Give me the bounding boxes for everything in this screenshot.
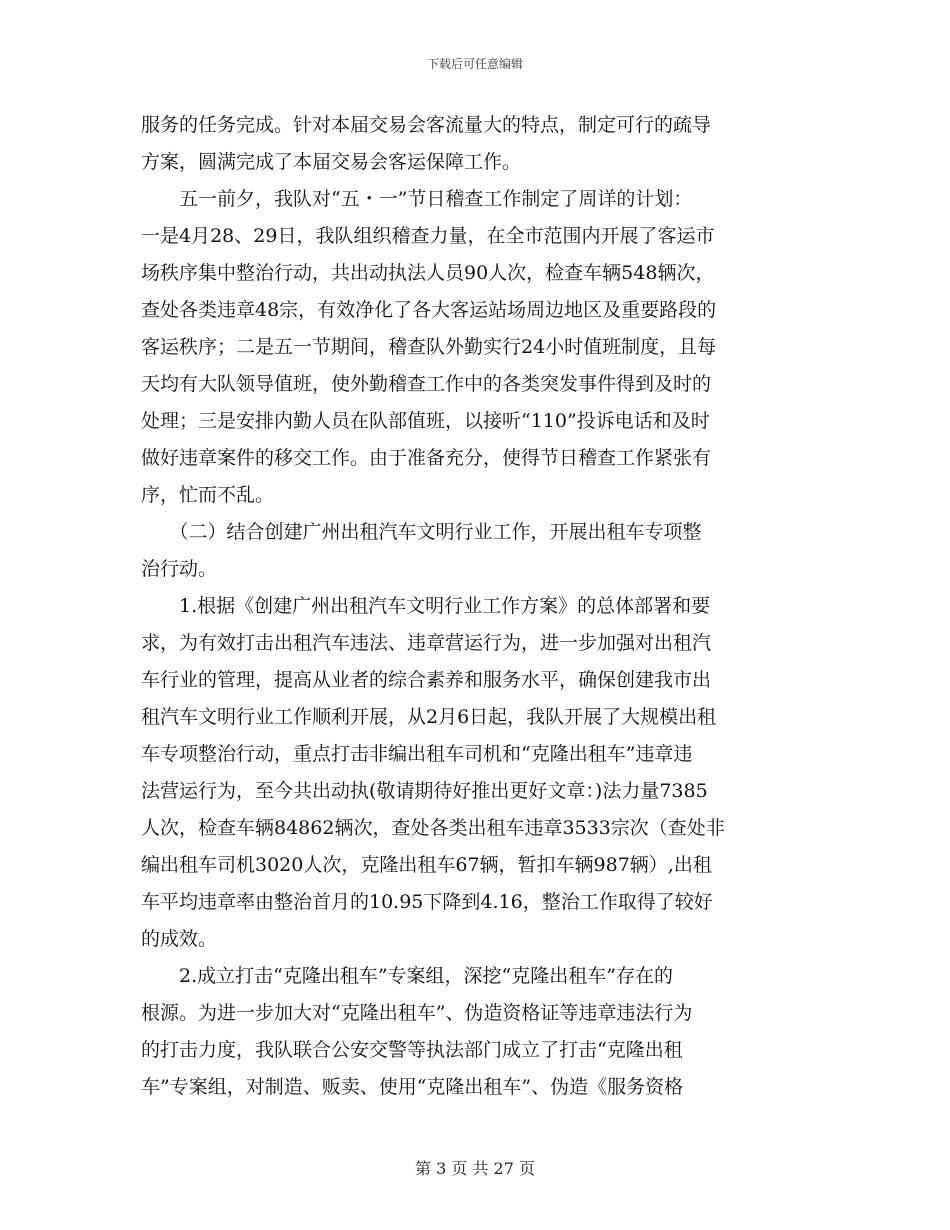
text-line: 序，忙而不乱。 xyxy=(141,484,275,506)
text-line: 天均有大队领导值班，使外勤稽查工作中的各类突发事件得到及时的 xyxy=(141,373,712,395)
text-line: 处理；三是安排内勤人员在队部值班，以接听“110”投诉电话和及时 xyxy=(141,410,710,432)
text-line: 法营运行为，至今共出动执(敬请期待好推出更好文章：)法力量7385 xyxy=(141,780,708,802)
text-line: 编出租车司机3020人次，克隆出租车67辆，暂扣车辆987辆）,出租 xyxy=(141,854,712,876)
text-line: 做好违章案件的移交工作。由于准备充分，使得节日稽查工作紧张有 xyxy=(141,447,712,469)
text-line: 查处各类违章48宗，有效净化了各大客运站场周边地区及重要路段的 xyxy=(141,299,717,321)
text-line: 一是4月28、29日，我队组织稽查力量，在全市范围内开展了客运市 xyxy=(141,225,715,247)
text-line: 方案，圆满完成了本届交易会客运保障工作。 xyxy=(141,151,522,173)
text-line: 车行业的管理，提高从业者的综合素养和服务水平，确保创建我市出 xyxy=(141,669,712,691)
text-line: 2.成立打击“克隆出租车”专案组，深挖“克隆出租车”存在的 xyxy=(141,965,673,987)
text-line: 的成效。 xyxy=(141,928,218,950)
text-line: 客运秩序；二是五一节期间，稽查队外勤实行24小时值班制度，且每 xyxy=(141,336,717,358)
text-line: 服务的任务完成。针对本届交易会客流量大的特点，制定可行的疏导 xyxy=(141,114,712,136)
text-line: （二）结合创建广州出租汽车文明行业工作，开展出租车专项整 xyxy=(141,521,702,543)
document-body xyxy=(141,107,811,1106)
page-header: 下载后可任意编辑 xyxy=(426,57,523,71)
text-line: 1.根据《创建广州出租汽车文明行业工作方案》的总体部署和要 xyxy=(141,595,711,617)
text-line: 车专项整治行动，重点打击非编出租车司机和“克隆出租车”违章违 xyxy=(141,743,693,765)
text-line: 人次，检查车辆84862辆次，查处各类出租车违章3533宗次（查处非 xyxy=(141,817,725,839)
text-line: 求，为有效打击出租汽车违法、违章营运行为，进一步加强对出租汽 xyxy=(141,632,712,654)
text-line: 租汽车文明行业工作顺利开展，从2月6日起，我队开展了大规模出租 xyxy=(141,706,717,728)
text-line: 根源。为进一步加大对“克隆出租车”、伪造资格证等违章违法行为 xyxy=(141,1002,693,1024)
text-line: 的打击力度，我队联合公安交警等执法部门成立了打击“克隆出租 xyxy=(141,1039,683,1061)
text-line: 车”专案组，对制造、贩卖、使用“克隆出租车”、伪造《服务资格 xyxy=(141,1076,684,1098)
text-line: 车平均违章率由整治首月的10.95下降到4.16，整治工作取得了较好 xyxy=(141,891,713,913)
text-line: 治行动。 xyxy=(141,558,218,580)
text-line: 五一前夕，我队对“五・一”节日稽查工作制定了周详的计划： xyxy=(141,188,693,210)
page-footer: 第 3 页 共 27 页 xyxy=(415,1159,535,1178)
text-line: 场秩序集中整治行动，共出动执法人员90人次，检查车辆548辆次， xyxy=(141,262,715,284)
